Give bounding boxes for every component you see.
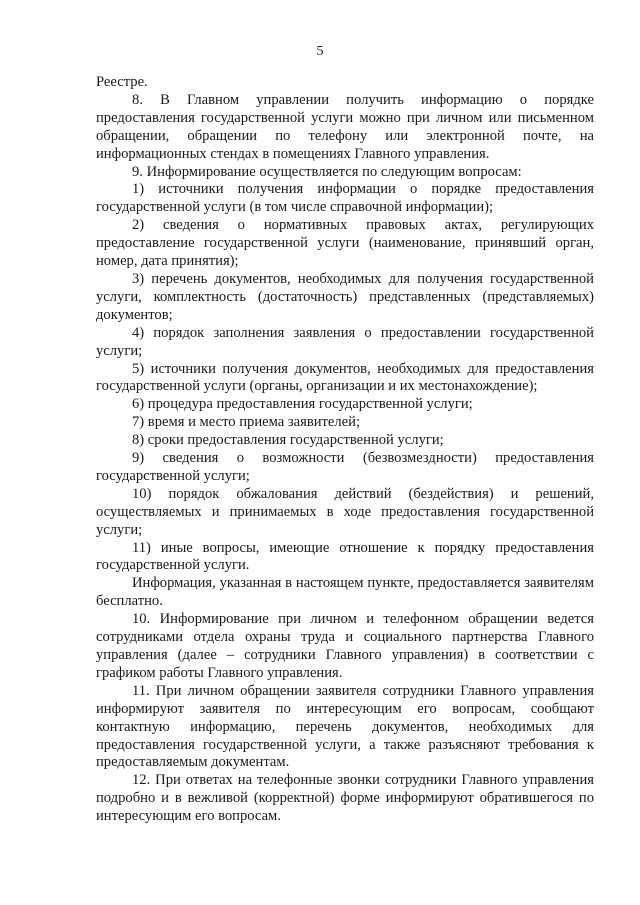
list-item-4: 4) порядок заполнения заявления о предоставлении государственной услуги; <box>96 324 594 359</box>
list-item-8: 8) сроки предоставления государственной услуги; <box>132 432 444 449</box>
paragraph-free-info: Информация, указанная в настоящем пункте, предоставляется заявителям бесплатно. <box>96 575 594 610</box>
list-item-5: 5) источники получения документов, необходимых для предоставления государственной услуги (органы, организации и их местонахождение); <box>96 360 594 395</box>
list-item-11: 11) иные вопросы, имеющие отношение к порядку предоставления государственной услуги. <box>96 539 594 574</box>
paragraph-8: 8. В Главном управлении получить информацию о порядке предоставления государственной услуги можно при личном или письменном обращении, обращении по телефону или электронной почте, на информационных стендах в помещениях Главного управления. <box>96 91 594 162</box>
list-item-3: 3) перечень документов, необходимых для получения государственной услуги, комплектность (достаточность) представленных (представляемых) документов; <box>96 270 594 323</box>
list-item-2: 2) сведения о нормативных правовых актах, регулирующих предоставление государственной услуги (наименование, принявший орган, номер, дата принятия); <box>96 217 594 270</box>
paragraph-10: 10. Информирование при личном и телефонном обращении ведется сотрудниками отдела охраны труда и социального партнерства Главного управления (далее – сотрудники Главного управления) в соответствии с графиком работы Главного управления. <box>96 611 594 681</box>
paragraph-11: 11. При личном обращении заявителя сотрудники Главного управления информируют заявителя по интересующим его вопросам, сообщают контактную информацию, перечень документов, необходимых для предоставления государственной услуги, а также разъясняют требования к предоставляемым документам. <box>96 682 594 771</box>
paragraph-12: 12. При ответах на телефонные звонки сотрудники Главного управления подробно и в вежливой (корректной) форме информируют обратившегося по интересующим его вопросам. <box>96 772 594 825</box>
paragraph-9: 9. Информирование осуществляется по следующим вопросам: <box>132 163 522 180</box>
list-item-1: 1) источники получения информации о порядке предоставления государственной услуги (в том числе справочной информации); <box>96 181 594 216</box>
list-item-9: 9) сведения о возможности (безвозмездности) предоставления государственной услуги; <box>96 450 594 484</box>
page-number: 5 <box>316 44 324 59</box>
paragraph-continuation: Реестре. <box>96 74 148 90</box>
list-item-10: 10) порядок обжалования действий (бездействия) и решений, осуществляемых и принимаемых в ходе предоставления государственной услуги; <box>96 485 594 538</box>
list-item-7: 7) время и место приема заявителей; <box>132 414 360 431</box>
list-item-6: 6) процедура предоставления государственной услуги; <box>132 396 473 413</box>
document-body <box>96 74 594 826</box>
